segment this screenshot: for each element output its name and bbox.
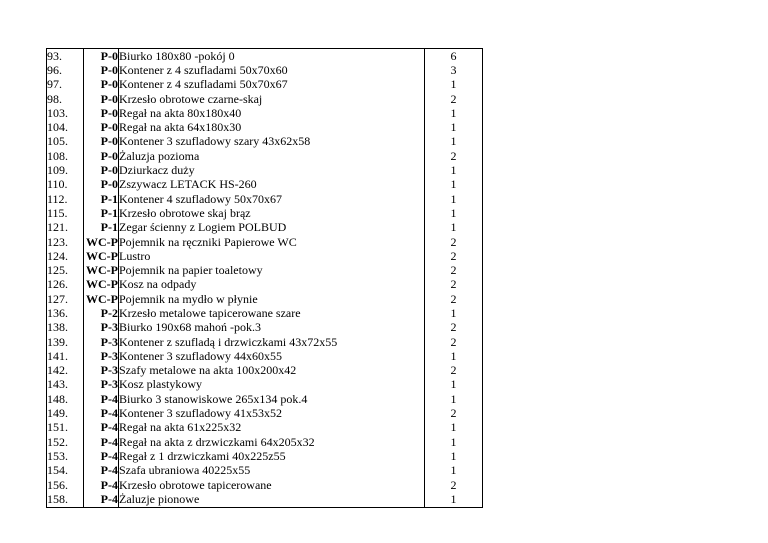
item-name: Biurko 190x68 mahoń -pok.3 <box>119 321 425 335</box>
item-quantity: 1 <box>425 492 483 507</box>
item-quantity: 1 <box>425 78 483 92</box>
room-code: P-4 <box>84 406 119 420</box>
item-number: 105. <box>47 135 84 149</box>
table-row <box>47 378 483 392</box>
room-code: P-3 <box>84 364 119 378</box>
item-name: Pojemnik na papier toaletowy <box>119 263 425 277</box>
room-code: WC-P <box>84 292 119 306</box>
item-quantity: 2 <box>425 478 483 492</box>
table-row <box>47 63 483 77</box>
item-quantity: 2 <box>425 92 483 106</box>
room-code: P-4 <box>84 464 119 478</box>
item-number: 115. <box>47 206 84 220</box>
room-code: P-3 <box>84 378 119 392</box>
item-number: 121. <box>47 221 84 235</box>
item-name: Kontener z 4 szufladami 50x70x67 <box>119 78 425 92</box>
table-row <box>47 321 483 335</box>
room-code: P-4 <box>84 478 119 492</box>
item-name: Regał na akta 61x225x32 <box>119 421 425 435</box>
room-code: P-4 <box>84 435 119 449</box>
room-code: P-0 <box>84 78 119 92</box>
item-name: Szafa ubraniowa 40225x55 <box>119 464 425 478</box>
item-name: Biurko 3 stanowiskowe 265x134 pok.4 <box>119 392 425 406</box>
table-row <box>47 306 483 320</box>
room-code: P-0 <box>84 92 119 106</box>
table-row <box>47 235 483 249</box>
table-row <box>47 78 483 92</box>
item-quantity: 6 <box>425 49 483 64</box>
room-code: P-4 <box>84 392 119 406</box>
item-quantity: 2 <box>425 406 483 420</box>
table-row <box>47 149 483 163</box>
item-number: 148. <box>47 392 84 406</box>
item-name: Biurko 180x80 -pokój 0 <box>119 49 425 64</box>
table-row <box>47 221 483 235</box>
room-code: WC-P <box>84 263 119 277</box>
item-name: Zegar ścienny z Logiem POLBUD <box>119 221 425 235</box>
item-number: 126. <box>47 278 84 292</box>
room-code: P-3 <box>84 349 119 363</box>
item-quantity: 2 <box>425 278 483 292</box>
item-quantity: 2 <box>425 335 483 349</box>
item-number: 98. <box>47 92 84 106</box>
table-row <box>47 492 483 507</box>
item-number: 96. <box>47 63 84 77</box>
room-code: P-4 <box>84 421 119 435</box>
item-quantity: 1 <box>425 135 483 149</box>
item-quantity: 1 <box>425 306 483 320</box>
item-number: 108. <box>47 149 84 163</box>
item-name: Krzesło obrotowe czarne-skaj <box>119 92 425 106</box>
item-name: Pojemnik na mydło w płynie <box>119 292 425 306</box>
item-name: Pojemnik na ręczniki Papierowe WC <box>119 235 425 249</box>
item-quantity: 1 <box>425 464 483 478</box>
item-name: Krzesło obrotowe skaj brąz <box>119 206 425 220</box>
item-number: 125. <box>47 263 84 277</box>
item-number: 97. <box>47 78 84 92</box>
table-row <box>47 464 483 478</box>
room-code: WC-P <box>84 235 119 249</box>
item-number: 103. <box>47 106 84 120</box>
item-name: Żaluzje pionowe <box>119 492 425 507</box>
item-number: 124. <box>47 249 84 263</box>
item-name: Szafy metalowe na akta 100x200x42 <box>119 364 425 378</box>
table-row <box>47 406 483 420</box>
table-row <box>47 92 483 106</box>
item-quantity: 1 <box>425 421 483 435</box>
room-code: P-4 <box>84 449 119 463</box>
room-code: P-3 <box>84 335 119 349</box>
item-number: 127. <box>47 292 84 306</box>
item-number: 151. <box>47 421 84 435</box>
room-code: P-1 <box>84 192 119 206</box>
table-row <box>47 335 483 349</box>
item-number: 154. <box>47 464 84 478</box>
item-number: 143. <box>47 378 84 392</box>
item-name: Żaluzja pozioma <box>119 149 425 163</box>
inventory-table-body <box>47 49 483 508</box>
item-name: Kontener z szufladą i drzwiczkami 43x72x55 <box>119 335 425 349</box>
item-quantity: 2 <box>425 249 483 263</box>
room-code: P-1 <box>84 221 119 235</box>
item-number: 138. <box>47 321 84 335</box>
table-row <box>47 478 483 492</box>
table-row <box>47 135 483 149</box>
item-number: 123. <box>47 235 84 249</box>
room-code: P-0 <box>84 149 119 163</box>
item-quantity: 1 <box>425 349 483 363</box>
table-row <box>47 349 483 363</box>
item-name: Regał z 1 drzwiczkami 40x225z55 <box>119 449 425 463</box>
item-name: Kontener 3 szufladowy 44x60x55 <box>119 349 425 363</box>
item-quantity: 2 <box>425 149 483 163</box>
item-number: 139. <box>47 335 84 349</box>
item-number: 93. <box>47 49 84 64</box>
item-number: 153. <box>47 449 84 463</box>
table-row <box>47 421 483 435</box>
item-quantity: 2 <box>425 321 483 335</box>
item-quantity: 1 <box>425 435 483 449</box>
item-name: Zszywacz LETACK HS-260 <box>119 178 425 192</box>
table-row <box>47 435 483 449</box>
item-name: Regał na akta 64x180x30 <box>119 120 425 134</box>
item-number: 109. <box>47 163 84 177</box>
item-number: 149. <box>47 406 84 420</box>
item-number: 152. <box>47 435 84 449</box>
item-quantity: 2 <box>425 235 483 249</box>
item-number: 110. <box>47 178 84 192</box>
item-number: 142. <box>47 364 84 378</box>
item-number: 141. <box>47 349 84 363</box>
item-quantity: 1 <box>425 178 483 192</box>
room-code: P-1 <box>84 206 119 220</box>
table-row <box>47 278 483 292</box>
room-code: WC-P <box>84 278 119 292</box>
item-name: Kontener 4 szufladowy 50x70x67 <box>119 192 425 206</box>
item-number: 136. <box>47 306 84 320</box>
item-quantity: 1 <box>425 192 483 206</box>
item-name: Kontener z 4 szufladami 50x70x60 <box>119 63 425 77</box>
item-name: Kosz na odpady <box>119 278 425 292</box>
room-code: P-3 <box>84 321 119 335</box>
table-row <box>47 49 483 64</box>
item-name: Lustro <box>119 249 425 263</box>
item-name: Kontener 3 szufladowy 41x53x52 <box>119 406 425 420</box>
item-name: Dziurkacz duży <box>119 163 425 177</box>
item-quantity: 2 <box>425 263 483 277</box>
table-row <box>47 392 483 406</box>
item-quantity: 1 <box>425 392 483 406</box>
item-name: Krzesło obrotowe tapicerowane <box>119 478 425 492</box>
room-code: WC-P <box>84 249 119 263</box>
room-code: P-0 <box>84 49 119 64</box>
item-quantity: 1 <box>425 378 483 392</box>
item-number: 158. <box>47 492 84 507</box>
table-row <box>47 263 483 277</box>
item-number: 112. <box>47 192 84 206</box>
room-code: P-4 <box>84 492 119 507</box>
item-name: Krzesło metalowe tapicerowane szare <box>119 306 425 320</box>
table-row <box>47 364 483 378</box>
item-quantity: 1 <box>425 106 483 120</box>
item-quantity: 1 <box>425 120 483 134</box>
table-row <box>47 163 483 177</box>
item-number: 156. <box>47 478 84 492</box>
room-code: P-0 <box>84 178 119 192</box>
table-row <box>47 120 483 134</box>
room-code: P-0 <box>84 135 119 149</box>
table-row <box>47 206 483 220</box>
table-row <box>47 106 483 120</box>
table-row <box>47 192 483 206</box>
room-code: P-2 <box>84 306 119 320</box>
item-name: Regał na akta 80x180x40 <box>119 106 425 120</box>
item-quantity: 1 <box>425 206 483 220</box>
item-name: Kontener 3 szufladowy szary 43x62x58 <box>119 135 425 149</box>
room-code: P-0 <box>84 63 119 77</box>
item-quantity: 2 <box>425 292 483 306</box>
item-number: 104. <box>47 120 84 134</box>
table-row <box>47 249 483 263</box>
room-code: P-0 <box>84 120 119 134</box>
item-quantity: 1 <box>425 449 483 463</box>
item-name: Kosz plastykowy <box>119 378 425 392</box>
item-quantity: 1 <box>425 163 483 177</box>
room-code: P-0 <box>84 106 119 120</box>
inventory-table <box>46 48 483 508</box>
inventory-sheet <box>46 48 483 508</box>
item-name: Regał na akta z drzwiczkami 64x205x32 <box>119 435 425 449</box>
table-row <box>47 449 483 463</box>
item-quantity: 1 <box>425 221 483 235</box>
table-row <box>47 178 483 192</box>
item-quantity: 2 <box>425 364 483 378</box>
table-row <box>47 292 483 306</box>
room-code: P-0 <box>84 163 119 177</box>
item-quantity: 3 <box>425 63 483 77</box>
